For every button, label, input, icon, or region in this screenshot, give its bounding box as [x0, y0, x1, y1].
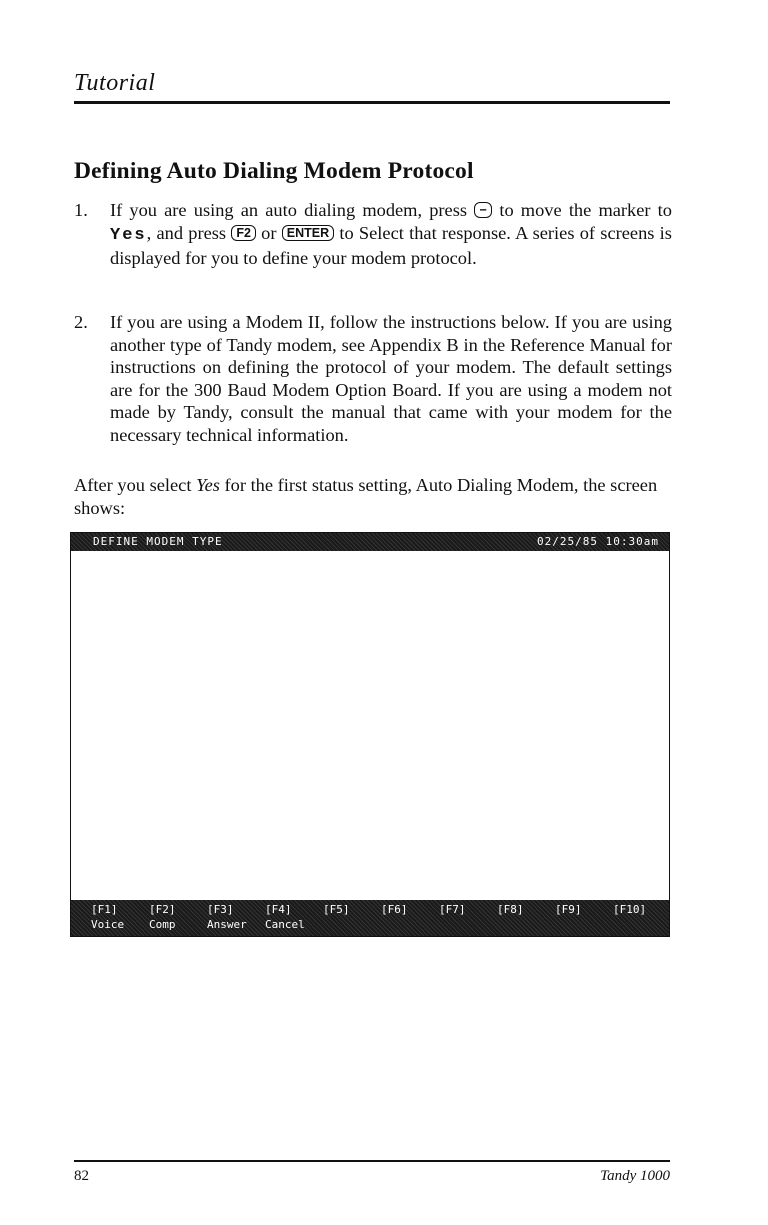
fkey-f9[interactable]: [F9]: [555, 903, 582, 916]
fkey-f7[interactable]: [F7]: [439, 903, 466, 916]
step-text: to move the marker to: [499, 200, 672, 220]
step-body: If you are using a Modem II, follow the instructions below. If you are using another type of Tandy modem, see Appendix B in the Reference Manual for instructions on defining the protocol of your modem. The default settings are for the 300 Baud Modem Option Board. If you are using a modem not made by Tandy, consult the manual that came with your modem for the necessary technical information.: [110, 312, 672, 445]
footer-rule: [74, 1160, 670, 1162]
enter-key: ENTER: [282, 225, 334, 241]
para-text: for the first status setting, Auto Dialing Modem, the screen shows:: [74, 475, 658, 518]
f2-key: F2: [231, 225, 256, 241]
step-text: or: [261, 222, 277, 243]
fkey-f6[interactable]: [F6]: [381, 903, 408, 916]
screen-datetime: 02/25/85 10:30am: [537, 535, 659, 548]
book-title: Tandy 1000: [600, 1168, 670, 1184]
down-arrow-key: −: [474, 202, 492, 218]
fkey-f8[interactable]: [F8]: [497, 903, 524, 916]
step-2: [74, 311, 672, 446]
step-number: 1.: [74, 200, 88, 220]
page-number: 82: [74, 1168, 89, 1184]
fkey-f2[interactable]: [F2] Comp: [149, 903, 176, 931]
fkey-f5[interactable]: [F5]: [323, 903, 350, 916]
para-text: After you select: [74, 475, 192, 495]
header-rule: [74, 101, 670, 104]
fkey-f1[interactable]: [F1] Voice: [91, 903, 125, 931]
step-text: to Select that response. A series of screens is displayed for you to define your modem protocol.: [110, 222, 672, 268]
fkey-f10[interactable]: [F10]: [613, 903, 647, 916]
fkey-f4[interactable]: [F4] Cancel: [265, 903, 305, 931]
function-key-bar: [71, 900, 669, 936]
yes-value: Yes: [110, 225, 147, 245]
after-paragraph: [74, 474, 672, 519]
running-head-title: Tutorial: [74, 70, 156, 96]
yes-italic: Yes: [196, 475, 220, 495]
modem-screen: [70, 532, 670, 937]
screen-title-bar: [71, 533, 669, 551]
screen-title: DEFINE MODEM TYPE: [93, 535, 223, 548]
step-1: [74, 199, 672, 270]
step-text: , and press: [146, 222, 227, 243]
step-body: [110, 199, 672, 270]
step-text: If you are using an auto dialing modem, press: [110, 200, 468, 220]
section-title: Defining Auto Dialing Modem Protocol: [74, 158, 474, 184]
step-number: 2.: [74, 312, 88, 332]
fkey-f3[interactable]: [F3] Answer: [207, 903, 247, 931]
